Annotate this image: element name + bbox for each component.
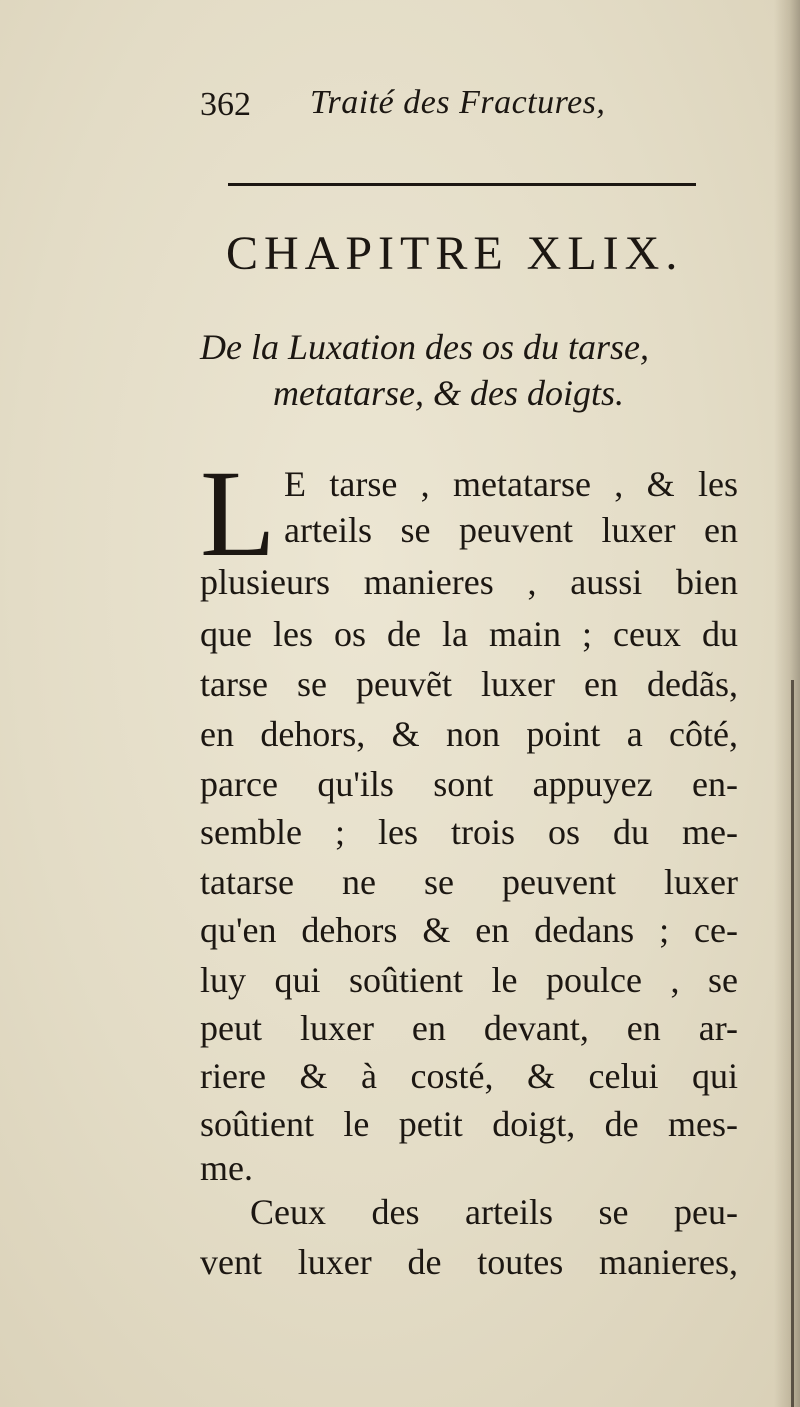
chapter-heading: CHAPITRE XLIX. [226,227,684,280]
text-line: soûtient le petit doigt, de mes- [200,1104,738,1144]
text-line: peut luxer en devant, en ar- [200,1008,738,1048]
text-line: qu'en dehors & en dedans ; ce- [200,910,738,950]
text-line: que les os de la main ; ceux du [200,614,738,654]
text-line: me. [200,1148,253,1188]
page-edge-shadow [774,0,800,1407]
text-line: arteils se peuvent luxer en [284,510,738,550]
text-line: en dehors, & non point a côté, [200,714,738,754]
text-line: vent luxer de toutes manieres, [200,1242,738,1282]
text-line: Ceux des arteils se peu- [250,1192,738,1232]
drop-cap: L [200,445,276,582]
binding-edge-line [791,680,794,1407]
text-line: luy qui soûtient le poulce , se [200,960,738,1000]
text-line: tatarse ne se peuvent luxer [200,862,738,902]
chapter-subtitle-line-2: metatarse, & des doigts. [273,373,624,413]
running-title: Traité des Fractures, [310,84,606,121]
text-line: plusieurs manieres , aussi bien [200,562,738,602]
chapter-subtitle-line-1: De la Luxation des os du tarse, [200,327,649,367]
text-line: semble ; les trois os du me- [200,812,738,852]
text-line: riere & à costé, & celui qui [200,1056,738,1096]
text-line: parce qu'ils sont appuyez en- [200,764,738,804]
text-line: tarse se peuvẽt luxer en dedãs, [200,664,738,704]
text-line: E tarse , metatarse , & les [284,464,738,504]
page-number: 362 [200,86,251,123]
header-rule [228,183,696,186]
